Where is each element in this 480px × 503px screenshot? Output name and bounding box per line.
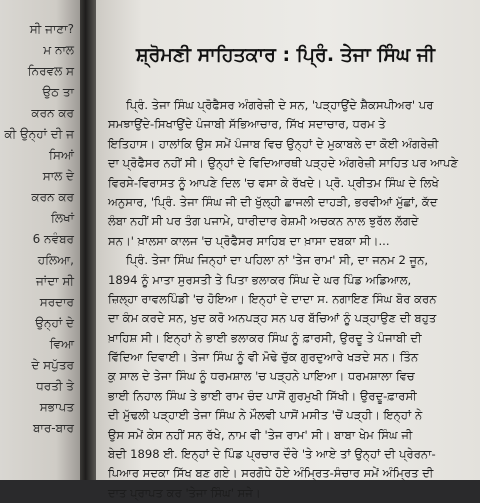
left-page-line: ਉਨ੍ਹਾਂ ਦੇ xyxy=(35,316,74,330)
text-line: ਖ਼ਾਹਿਸ਼ ਸੀ। ਇਨ੍ਹਾਂ ਨੇ ਭਾਈ ਭਲਾਕਰ ਸਿੰਘ ਨੂੰ ਫ਼ਾਰਸੀ, ਉਰਦੂ ਤੇ ਪੰਜਾਬੀ ਦੀ xyxy=(108,330,422,345)
left-page-line: ਸੀ ਜਾਣਾ? xyxy=(29,22,74,36)
left-page-line: ਦੇ ਸਪੁੱਤਰ xyxy=(31,358,74,372)
text-line: 1894 ਨੂੰ ਮਾਤਾ ਸੁਰਸਤੀ ਤੇ ਪਿਤਾ ਭਲਾਕਰ ਸਿੰਘ ਦੇ ਘਰ ਪਿੰਡ ਅਡਿਆਲ, xyxy=(108,272,412,287)
text-line: ਲੰਬਾ ਨਹੀਂ ਸੀ ਪਰ ਤੰਗ ਪਜਾਮੇ, ਧਾਰੀਦਾਰ ਰੇਸ਼ਮੀ ਅਚਕਨ ਨਾਲ ਝੁਰੱਲ ਲੱਗਦੇ xyxy=(108,214,419,229)
left-page-line: ਵਿਆ xyxy=(49,337,74,351)
left-page-line: ਸਭਾਪਤ xyxy=(39,400,74,414)
left-page-line: ਕੀ ਉਨ੍ਹਾਂ ਦੀ ਜ xyxy=(4,127,74,141)
text-line: ਵਿੱਦਿਆ ਦਿਵਾਈ। ਤੇਜਾ ਸਿੰਘ ਨੂੰ ਵੀ ਮੋਢੇ ਚੁੱਕ ਗੁਰਦੁਆਰੇ ਖੜਦੇ ਸਨ। ਤਿੰਨ xyxy=(108,350,419,365)
left-page-line: ਉਠ ਤਾ xyxy=(42,85,74,99)
left-page-line: ਸਿਆਂ xyxy=(49,148,74,162)
text-line: ਪ੍ਰਿੰ. ਤੇਜਾ ਸਿੰਘ ਜਿਨ੍ਹਾਂ ਦਾ ਪਹਿਲਾ ਨਾਂ 'ਤੇਜ ਰਾਮ' ਸੀ, ਦਾ ਜਨਮ 2 ਜੂਨ, xyxy=(126,253,429,268)
text-line: ਦਾ ਪ੍ਰੋਫੈਸਰ ਨਹੀਂ ਸੀ। ਉਨ੍ਹਾਂ ਦੇ ਵਿਦਿਆਰਥੀ ਪੜ੍ਹਦੇ ਅੰਗਰੇਜ਼ੀ ਸਾਹਿਤ ਪਰ ਆਪਣੇ xyxy=(108,156,459,171)
text-line: ਸਮਝਾਉਂਦੇ-ਸਿਖਾਉਂਦੇ ਪੰਜਾਬੀ ਸੱਭਿਆਚਾਰ, ਸਿੱਖ ਸਦਾਚਾਰ, ਧਰਮ ਤੇ xyxy=(108,117,386,132)
text-line: ਬੇਦੀ 1898 ਈ. ਇਨ੍ਹਾਂ ਦੇ ਪਿੰਡ ਪ੍ਰਚਾਰ ਦੌਰੇ 'ਤੇ ਆਏ ਤਾਂ ਉਨ੍ਹਾਂ ਦੀ ਪ੍ਰੇਰਨਾ- xyxy=(108,447,436,462)
text-line: ਵਿਰਸੇ-ਵਿਰਾਸਤ ਨੂੰ ਆਪਣੇ ਦਿਲ 'ਚ ਵਸਾ ਕੇ ਰੱਖਦੇ। ਪ੍ਰੋ. ਪ੍ਰੀਤਮ ਸਿੰਘ ਦੇ ਲਿਖੇ xyxy=(108,175,439,190)
text-line: ਪ੍ਰਿੰ. ਤੇਜਾ ਸਿੰਘ ਪ੍ਰੋਫੈਸਰ ਅੰਗਰੇਜ਼ੀ ਦੇ ਸਨ, 'ਪੜ੍ਹਾਉਂਦੇ ਸ਼ੈਕਸਪੀਅਰ' ਪਰ xyxy=(126,98,434,112)
text-line: ਪਿਆਰ ਸਦਕਾ ਸਿੱਖ ਬਣ ਗਏ। ਸਰਗੋਧੇ ਹੋਏ ਅੰਮ੍ਰਿਤ-ਸੰਚਾਰ ਸਮੇਂ ਅੰਮ੍ਰਿਤ ਦੀ xyxy=(108,466,434,481)
left-page-line: ਕਰਨ ਕਰ xyxy=(31,106,74,120)
text-line: ਅਨੁਸਾਰ, 'ਪ੍ਰਿੰ. ਤੇਜਾ ਸਿੰਘ ਜੀ ਦੀ ਖੁੱਲ੍ਹੀ ਛਾਜਲੀ ਦਾਹੜੀ, ਭਰਵੀਆਂ ਮੁੱਛਾਂ, ਕੱਦ xyxy=(108,194,438,209)
text-line: ਭਾਈ ਨਿਹਾਲ ਸਿੰਘ ਤੇ ਭਾਈ ਰਾਮ ਚੰਦ ਪਾਸੋਂ ਗੁਰਮੁਖੀ ਸਿੱਖੀ। ਉਰਦੂ-ਫ਼ਾਰਸੀ xyxy=(108,388,417,403)
text-line: ਉਸ ਸਮੇਂ ਕੇਸ ਨਹੀਂ ਸਨ ਰੱਖੇ, ਨਾਮ ਵੀ 'ਤੇਜ ਰਾਮ' ਸੀ। ਬਾਬਾ ਖੇਮ ਸਿੰਘ ਜੀ xyxy=(108,427,413,442)
text-line: ਜ਼ਿਲ੍ਹਾ ਰਾਵਲਪਿੰਡੀ 'ਚ ਹੋਇਆ। ਇਨ੍ਹਾਂ ਦੇ ਦਾਦਾ ਸ. ਨਗਾਇਣ ਸਿੰਘ ਬੋਰ ਕਰਨ xyxy=(108,291,437,306)
text-line: ਦਾ ਕੰਮ ਕਰਦੇ ਸਨ, ਖੁਦ ਕਰੋ ਅਨਪੜ੍ਹ ਸਨ ਪਰ ਬੱਚਿਆਂ ਨੂੰ ਪੜ੍ਹਾਉਣ ਦੀ ਬਹੁਤ xyxy=(108,311,437,326)
left-page-line: ਹਲਿਆ, xyxy=(37,253,74,267)
text-line: ਦਾਤ ਪ੍ਰਾਪਤ ਕਰ 'ਤੇਜਾ ਸਿੰਘ' ਸਜੇ। xyxy=(108,485,261,500)
book-gutter xyxy=(80,0,96,480)
left-page-line: ਨਿਰਵਲ ਸ xyxy=(27,64,74,78)
right-page xyxy=(96,0,480,500)
left-page-line: ਬਾਰ-ਬਾਰ xyxy=(32,421,74,435)
left-page-line: ਕਰਨ ਕਰ xyxy=(31,190,74,204)
text-line: ਇਤਿਹਾਸ। ਹਾਲਾਂਕਿ ਉਸ ਸਮੇਂ ਪੰਜਾਬ ਵਿਚ ਉਨ੍ਹਾਂ ਦੇ ਮੁਕਾਬਲੇ ਦਾ ਕੋਈ ਅੰਗਰੇਜ਼ੀ xyxy=(108,136,439,151)
left-page-line: 6 ਨਵੰਬਰ xyxy=(32,232,74,246)
left-page xyxy=(0,0,80,480)
text-line: ਦੀ ਮੁੱਢਲੀ ਪੜ੍ਹਾਈ ਤੇਜਾ ਸਿੰਘ ਨੇ ਮੌਲਵੀ ਪਾਸੋਂ ਮਸੀਤ 'ਚੋਂ ਪੜ੍ਹੀ। ਇਨ੍ਹਾਂ ਨੇ xyxy=(108,408,423,423)
left-page-line: ਲਿਖਾਂ xyxy=(51,211,74,225)
text-line: ਕੁ ਸਾਲ ਦੇ ਤੇਜਾ ਸਿੰਘ ਨੂੰ ਧਰਮਸ਼ਾਲ 'ਚ ਪੜ੍ਹਨੇ ਪਾਇਆ। ਧਰਮਸ਼ਾਲਾ ਵਿਚ xyxy=(108,369,415,384)
left-page-line: ਸਰਦਾਰ xyxy=(39,295,74,309)
left-page-line: ਧਰਤੀ ਤੇ xyxy=(36,379,74,393)
left-page-line: ਜਾਂਦਾ ਸੀ xyxy=(35,274,74,288)
text-line: ਸਨ।' ਖ਼ਾਲਸਾ ਕਾਲਜ 'ਚ ਪ੍ਰੋਫੈਸਰ ਸਾਹਿਬ ਦਾ ਖ਼ਾਸਾ ਦਬਕਾ ਸੀ।... xyxy=(108,233,390,248)
chapter-heading: ਸ਼੍ਰੋਮਣੀ ਸਾਹਿਤਕਾਰ : ਪ੍ਰਿੰ. ਤੇਜਾ ਸਿੰਘ ਜੀ xyxy=(136,44,435,66)
left-page-line: ਸਾਲ ਦੇ xyxy=(42,169,74,183)
left-page-line: ਮ ਨਾਲ xyxy=(43,43,74,57)
body-text xyxy=(108,96,474,503)
